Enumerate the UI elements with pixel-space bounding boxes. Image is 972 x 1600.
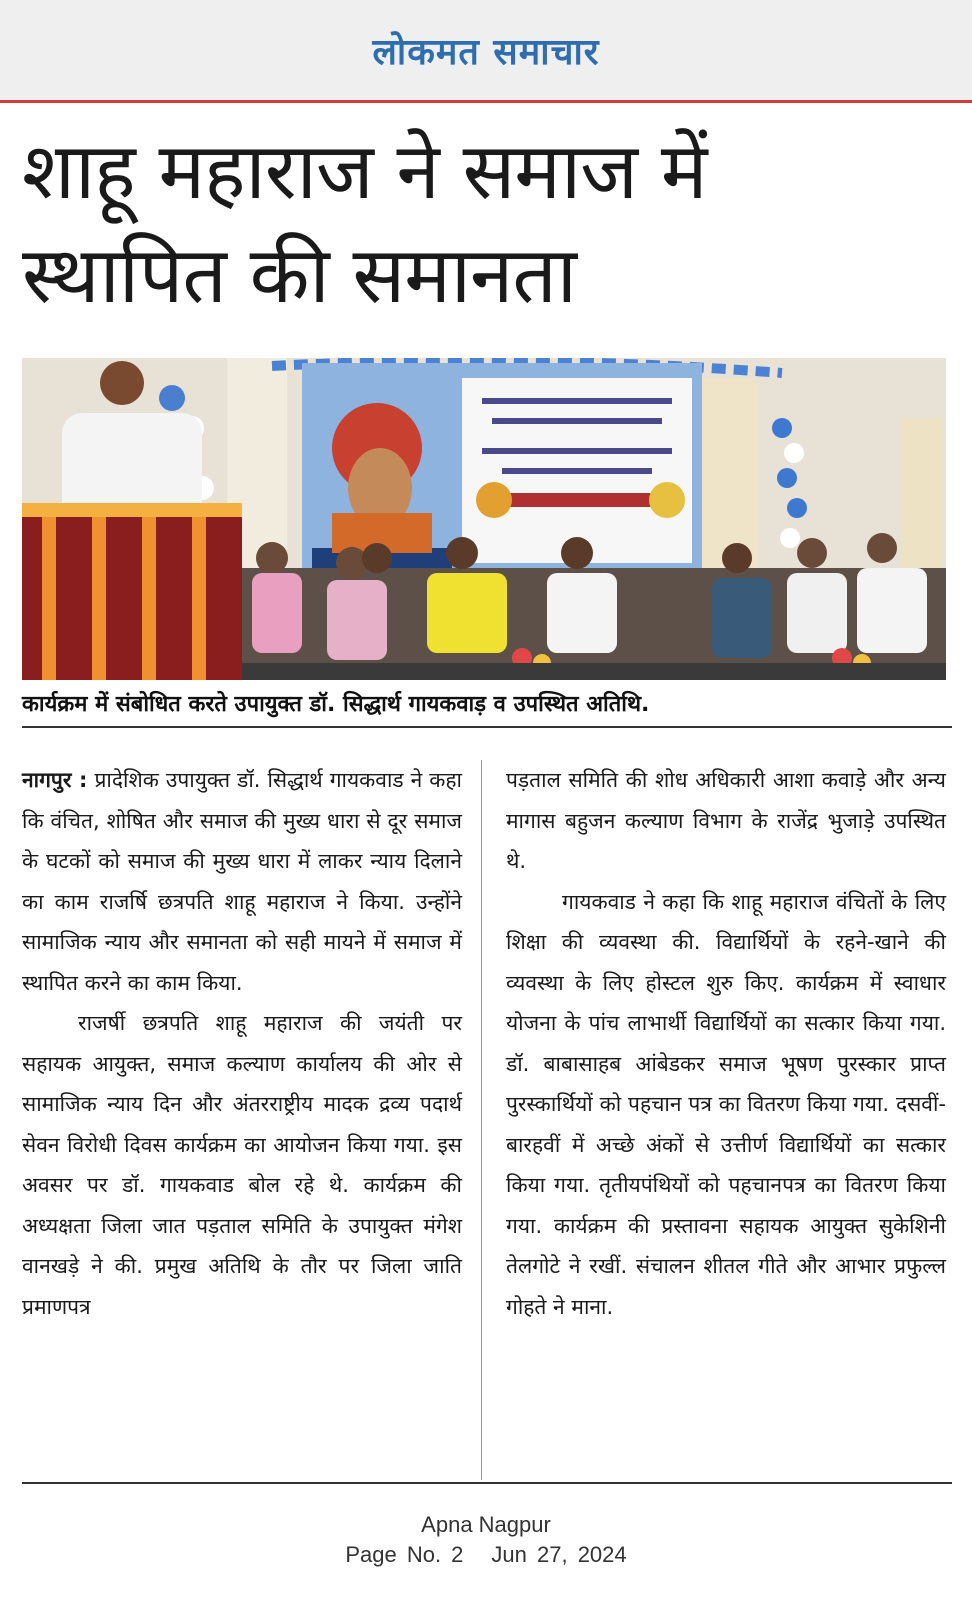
headline-line-1: शाहू महाराज ने समाज में — [22, 127, 707, 217]
news-photo — [22, 358, 946, 680]
footer-page-info — [0, 1540, 972, 1570]
article-paragraph: राजर्षी छत्रपति शाहू महाराज की जयंती पर सहायक आयुक्त, समाज कल्याण कार्यालय की ओर से सामाजिक न्याय दिन और अंतरराष्ट्रीय मादक द्रव्य पदार्थ सेवन विरोधी दिवस कार्यक्रम का आयोजन किया गया. इस अवसर पर डॉ. गायकवाड बोल रहे थे. कार्यक्रम की अध्यक्षता जिला जात पड़ताल समिति के उपायुक्त मंगेश वानखड़े ने की. प्रमुख अतिथि के तौर पर जिला जाति प्रमाणपत्र — [22, 1011, 462, 1319]
masthead-rule — [0, 100, 972, 103]
article-text: प्रादेशिक उपायुक्त डॉ. सिद्धार्थ गायकवाड ने कहा कि वंचित, शोषित और समाज की मुख्य धारा से दूर समाज के घटकों को समाज की मुख्य धारा में लाकर न्याय दिलाने का काम राजर्षि छत्रपति शाहू महाराज ने किया. उन्होंने सामाजिक न्याय और समानता को सही मायने में समाज में स्थापित करने का काम किया. — [22, 768, 462, 995]
dateline: नागपुर : — [22, 768, 88, 792]
footer-source: Apna Nagpur — [421, 1512, 551, 1537]
footer — [0, 1510, 972, 1570]
headline-line-2: स्थापित की समानता — [22, 231, 577, 321]
masthead — [0, 0, 972, 102]
article-paragraph — [22, 760, 462, 1003]
newspaper-title: लोकमत समाचार — [372, 32, 600, 73]
photo-caption: कार्यक्रम में संबोधित करते उपायुक्त डॉ. सिद्धार्थ गायकवाड़ व उपस्थित अतिथि. — [22, 688, 952, 728]
bottom-rule — [22, 1482, 952, 1484]
article-paragraph: पड़ताल समिति की शोध अधिकारी आशा कवाड़े और अन्य मागास बहुजन कल्याण विभाग के राजेंद्र भुजाड़े उपस्थित थे. — [506, 768, 946, 873]
article-paragraph: गायकवाड ने कहा कि शाहू महाराज वंचितों के लिए शिक्षा की व्यवस्था की. विद्यार्थियों के रहने-खाने की व्यवस्था के लिए होस्टल शुरु किए. कार्यक्रम में स्वाधार योजना के पांच लाभार्थी विद्यार्थियों का सत्कार किया गया. डॉ. बाबासाहब आंबेडकर समाज भूषण पुरस्कार प्राप्त पुरस्कार्थियों को पहचान पत्र का वितरण किया गया. दसवीं-बारहवीं में अच्छे अंकों से उत्तीर्ण विद्यार्थियों का सत्कार किया गया. तृतीयपंथियों को पहचानपत्र का वितरण किया गया. कार्यक्रम की प्रस्तावना सहायक आयुक्त सुकेशिनी तेलगोटे ने रखीं. संचालन शीतल गीते और आभार प्रफुल्ल गोहते ने माना. — [506, 889, 946, 1319]
article-column-right — [506, 760, 946, 1327]
headline — [22, 120, 952, 328]
footer-date: Jun 27, 2024 — [491, 1542, 627, 1567]
article-column-left — [22, 760, 462, 1327]
column-divider — [481, 760, 482, 1480]
footer-page: Page No. 2 — [345, 1542, 464, 1567]
photo-illustration — [22, 358, 946, 680]
